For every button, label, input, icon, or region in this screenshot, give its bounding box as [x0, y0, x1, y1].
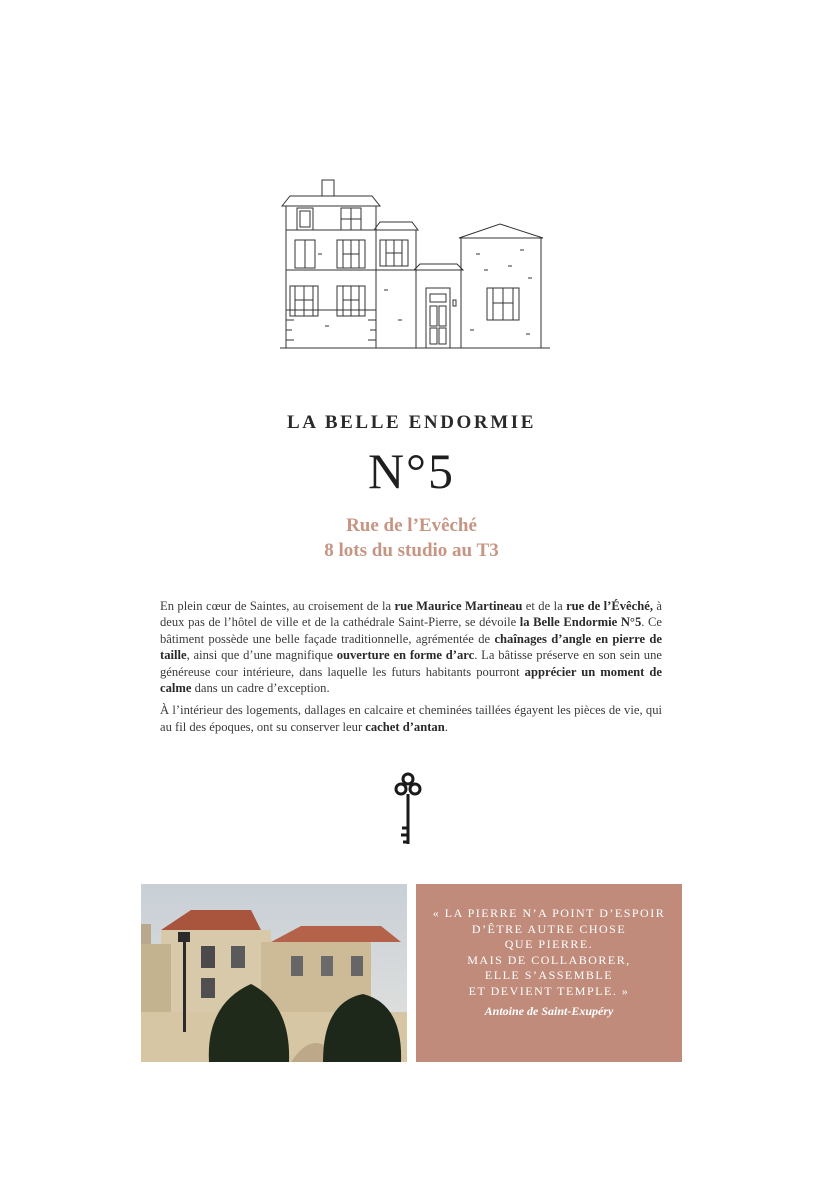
quote-line: ET DEVIENT TEMPLE. »: [468, 983, 630, 998]
house-illustration: [280, 170, 550, 350]
quote-author: Antoine de Saint-Exupéry: [484, 1004, 614, 1018]
page-title: N°5: [367, 443, 456, 499]
text-run: .: [444, 719, 448, 734]
quote-line: QUE PIERRE.: [504, 937, 594, 951]
text-run: . Ce bâtiment possède une belle façade traditionnelle, agrémentée de: [160, 615, 662, 646]
emphasis-text: chaînages d’angle en pierre de taille: [160, 631, 663, 663]
quote-line: « LA PIERRE N’A POINT D’ESPOIR: [432, 906, 666, 920]
building-photo: [141, 884, 407, 1062]
text-run: à deux pas de l’hôtel de ville et de la cathédrale Saint-Pierre, se dévoile: [160, 599, 662, 630]
text-run: . La bâtisse préserve en son sein une généreuse cour intérieure, dans laquelle les futurs habitants pourront: [160, 648, 662, 679]
emphasis-text: rue de l’Évêché,: [566, 599, 653, 613]
body-text: [160, 598, 662, 741]
text-run: dans un cadre d’exception.: [191, 681, 330, 696]
subtitle-lots: 8 lots du studio au T3: [324, 540, 499, 561]
paragraph-1: [160, 598, 662, 696]
emphasis-text: cachet d’antan: [365, 719, 445, 734]
emphasis-text: la Belle Endormie N°5: [519, 615, 642, 630]
quote-line: D’ÊTRE AUTRE CHOSE: [471, 921, 627, 936]
paragraph-2: [160, 702, 662, 735]
emphasis-text: ouverture en forme d’arc: [336, 648, 475, 663]
page-kicker: LA BELLE ENDORMIE: [286, 412, 537, 433]
text-run: , ainsi que d’une magnifique: [186, 648, 337, 663]
quote-box: [416, 884, 682, 1062]
text-run: et de la: [522, 599, 567, 613]
emphasis-text: apprécier un moment de calme: [160, 664, 662, 696]
quote-line: ELLE S’ASSEMBLE: [484, 968, 614, 982]
emphasis-text: rue Maurice Martineau: [394, 599, 523, 613]
text-run: En plein cœur de Saintes, au croisement de la: [160, 599, 395, 613]
key-icon: [393, 770, 423, 850]
text-run: À l’intérieur des logements, dallages en calcaire et cheminées taillées égayent les pièces de vie, qui au fil des époques, ont su conserver leur: [160, 703, 662, 734]
quote-line: MAIS DE COLLABORER,: [467, 952, 631, 967]
subtitle-address: Rue de l’Evêché: [346, 515, 477, 536]
